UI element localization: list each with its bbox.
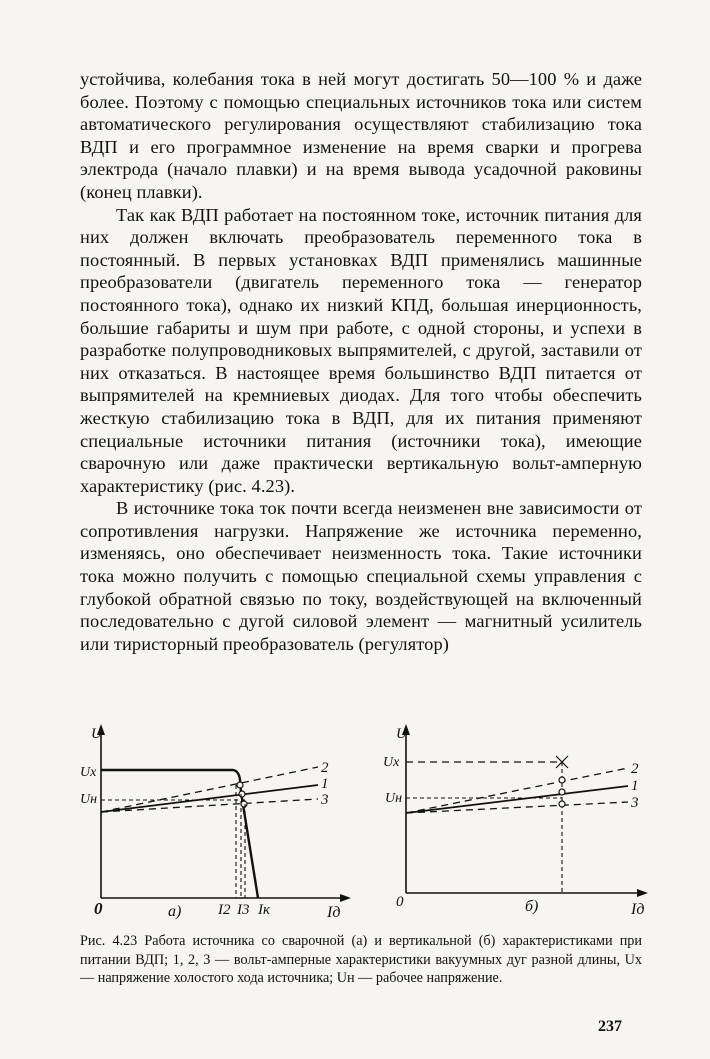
a-x-axis-label: Iд	[327, 904, 341, 921]
paragraph-1: устойчива, колебания тока в ней могут достигать 50—100 % и даже более. Поэтому с помощью специальных источников тока или систем автоматического регулирования осуществляют стабилизацию тока ВДП и его программное изменение на время сварки и прогрева электрода (начало плавки) и на время вывода усадочной раковины (конец плавки).	[80, 69, 642, 202]
b-uh-label: Uн	[385, 791, 403, 806]
figure-caption: Рис. 4.23 Работа источника со сварочной (а) и вертикальной (б) характеристиками при питании ВДП; 1, 2, 3 — вольт-амперные характеристики вакуумных дуг разной длины, Uх — напряжение холостого хода источника; Uн — рабочее напряжение.	[80, 933, 642, 987]
a-ux-label: Uх	[80, 765, 97, 780]
b-x-arrow-icon	[637, 889, 648, 897]
b-curve-label-3: 3	[631, 795, 639, 811]
b-ux-label: Uх	[383, 755, 400, 770]
page-number: 237	[598, 1018, 622, 1035]
a-curve-label-1: 1	[321, 776, 329, 792]
b-origin-label: 0	[396, 894, 404, 910]
a-point-3	[241, 801, 247, 807]
a-curve-label-3: 3	[321, 792, 329, 808]
a-tick-i3: I3	[237, 902, 250, 918]
b-curve-label-2: 2	[631, 761, 639, 777]
a-y-axis-label: U	[91, 726, 102, 742]
paragraph-3: В источнике тока ток почти всегда неизменен вне зависимости от сопротивления нагрузки. Напряжение же источника переменно, изменяясь, оно обеспечивает неизменность тока. Такие источники тока можно получить с помощью специальной схемы управления с глубокой обратной связью по току, воздействующей на включенный последовательно с дугой силовой элемент — магнитный усилитель или тиристорный преобразователь (регулятор)	[80, 498, 642, 654]
figure-4-23	[80, 718, 660, 930]
a-x-arrow-icon	[340, 894, 351, 902]
a-origin-label: 0	[94, 899, 103, 918]
b-point-2	[559, 777, 565, 783]
b-point-3	[559, 801, 565, 807]
figure-a	[80, 724, 351, 921]
a-point-2	[237, 782, 243, 788]
b-curve-3	[406, 802, 628, 813]
a-tick-i2: I2	[218, 902, 231, 918]
b-panel-label: б)	[525, 898, 539, 915]
a-source-characteristic	[101, 770, 258, 898]
b-point-1	[559, 789, 565, 795]
b-curve-label-1: 1	[631, 778, 639, 794]
a-panel-label: а)	[168, 903, 182, 920]
body-text	[80, 68, 642, 655]
a-tick-ik: Iк	[258, 902, 271, 918]
a-point-1	[239, 791, 245, 797]
figure-b	[383, 724, 648, 918]
a-uh-label: Uн	[80, 792, 98, 807]
a-curve-3	[101, 799, 318, 812]
b-x-axis-label: Iд	[631, 901, 645, 918]
a-curve-label-2: 2	[321, 760, 329, 776]
b-y-axis-label: U	[396, 726, 407, 742]
paragraph-2: Так как ВДП работает на постоянном токе, источник питания для них должен включать преобразователь переменного тока в постоянный. В первых установках ВДП применялись машинные преобразователи (двигатель переменного тока — генератор постоянного тока), однако их низкий КПД, большая инерционность, большие габариты и шум при работе, с одной стороны, и успехи в разработке полупроводниковых выпрямителей, с другой, заставили от них отказаться. В настоящее время большинство ВДП питается от выпрямителей на кремниевых диодах. Для того чтобы обеспечить жесткую стабилизацию тока в ВДП, для их питания применяют специальные источники питания (источники тока), имеющие сварочную или даже практически вертикальную вольт-амперную характеристику (рис. 4.23).	[80, 204, 642, 496]
figure-svg	[80, 718, 660, 930]
